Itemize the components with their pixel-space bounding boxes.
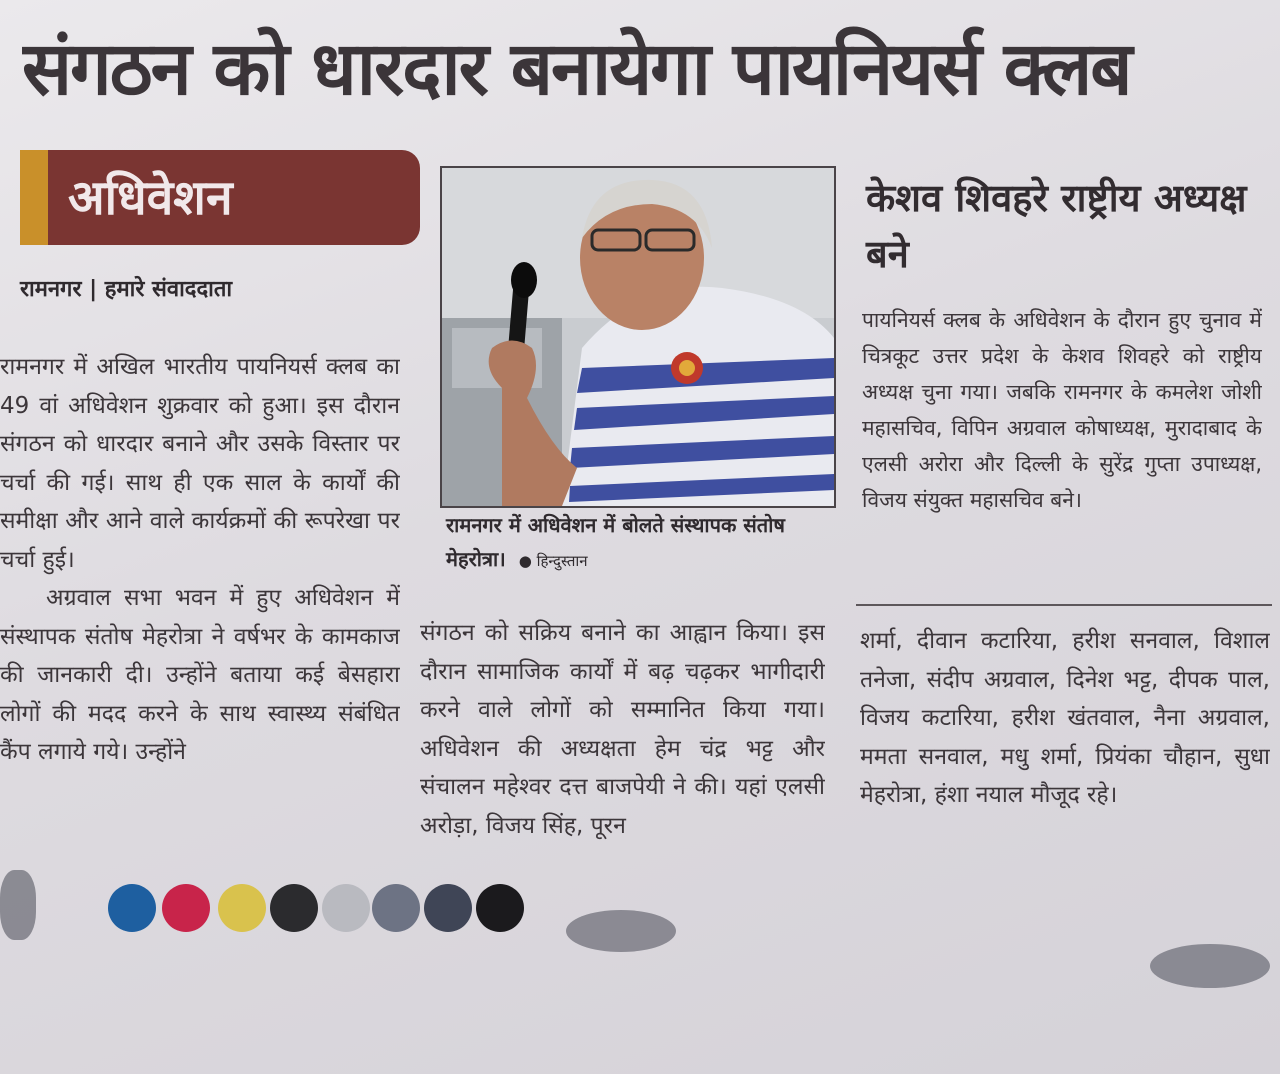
section-divider (856, 604, 1272, 606)
photo-credit: ● हिन्दुस्तान (518, 552, 588, 570)
kicker-accent-stripe (20, 150, 48, 245)
column-3-text: शर्मा, दीवान कटारिया, हरीश सनवाल, विशाल तनेजा, संदीप अग्रवाल, दिनेश भट्ट, दीपक पाल, विजय कटारिया, हरीश खंतवाल, नैना अग्रवाल, ममता सनवाल, मधु शर्मा, प्रियंका चौहान, सुधा मेहरोत्रा, हंशा नयाल मौजूद रहे। (860, 628, 1270, 808)
article-column-1 (0, 348, 400, 888)
sidebar-text: पायनियर्स क्लब के अधिवेशन के दौरान हुए चुनाव में चित्रकूट उत्तर प्रदेश के केशव शिवहरे को राष्ट्रीय अध्यक्ष चुना गया। जबकि रामनगर के कमलेश जोशी महासचिव, विपिन अग्रवाल कोषाध्यक्ष, मुरादाबाद के एलसी अरोरा और दिल्ली के सुरेंद्र गुप्ता उपाध्यक्ष, विजय संयुक्त महासचिव बने। (862, 308, 1262, 512)
article-column-3 (860, 622, 1270, 932)
speaker-photo-illustration (442, 168, 834, 506)
registration-dot-cyan (108, 884, 156, 932)
dateline: रामनगर | हमारे संवाददाता (20, 277, 233, 302)
article-headline: संगठन को धारदार बनायेगा पायनियर्स क्लब (22, 26, 1131, 112)
registration-dot-magenta (162, 884, 210, 932)
article-column-2 (420, 614, 825, 904)
paragraph-2: अग्रवाल सभा भवन में हुए अधिवेशन में संस्थापक संतोष मेहरोत्रा ने वर्षभर के कामकाज की जानकारी दी। उन्होंने बताया कई बेसहारा लोगों की मदद करने के साथ स्वास्थ्य संबंधित कैंप लगाये गये। उन्होंने (0, 585, 400, 765)
registration-dot-dark-gray (424, 884, 472, 932)
registration-dot-solid-black (476, 884, 524, 932)
registration-dot-gray (372, 884, 420, 932)
section-kicker-label: अधिवेशन (68, 170, 233, 226)
paragraph-1: रामनगर में अखिल भारतीय पायनियर्स क्लब का 49 वां अधिवेशन शुक्रवार को हुआ। इस दौरान संगठन को धारदार बनाने और उसके विस्तार पर चर्चा की गई। साथ ही एक साल के कार्यों की समीक्षा और आने वाले कार्यक्रमों की रूपरेखा पर चर्चा हुई। (0, 354, 400, 573)
registration-dot-black (270, 884, 318, 932)
sidebar-heading: केशव शिवहरे राष्ट्रीय अध्यक्ष बने (866, 176, 1247, 276)
ink-smudge (566, 910, 676, 952)
photo-caption (446, 508, 818, 588)
registration-dot-yellow (218, 884, 266, 932)
registration-dot-light-gray (322, 884, 370, 932)
caption-text: रामनगर में अधिवेशन में बोलते संस्थापक संतोष मेहरोत्रा। (446, 513, 785, 571)
column-2-text: संगठन को सक्रिय बनाने का आह्वान किया। इस दौरान सामाजिक कार्यों में बढ़ चढ़कर भागीदारी करने वाले लोगों को सम्मानित किया गया। अधिवेशन की अध्यक्षता हेम चंद्र भट्ट और संचालन महेश्वर दत्त बाजपेयी ने की। यहां एलसी अरोड़ा, विजय सिंह, पूरन (420, 620, 825, 839)
sidebar-body (862, 302, 1262, 602)
ink-smudge (0, 870, 36, 940)
print-registration-marks (108, 882, 528, 942)
ink-smudge (1150, 944, 1270, 988)
article-photo (440, 166, 836, 508)
